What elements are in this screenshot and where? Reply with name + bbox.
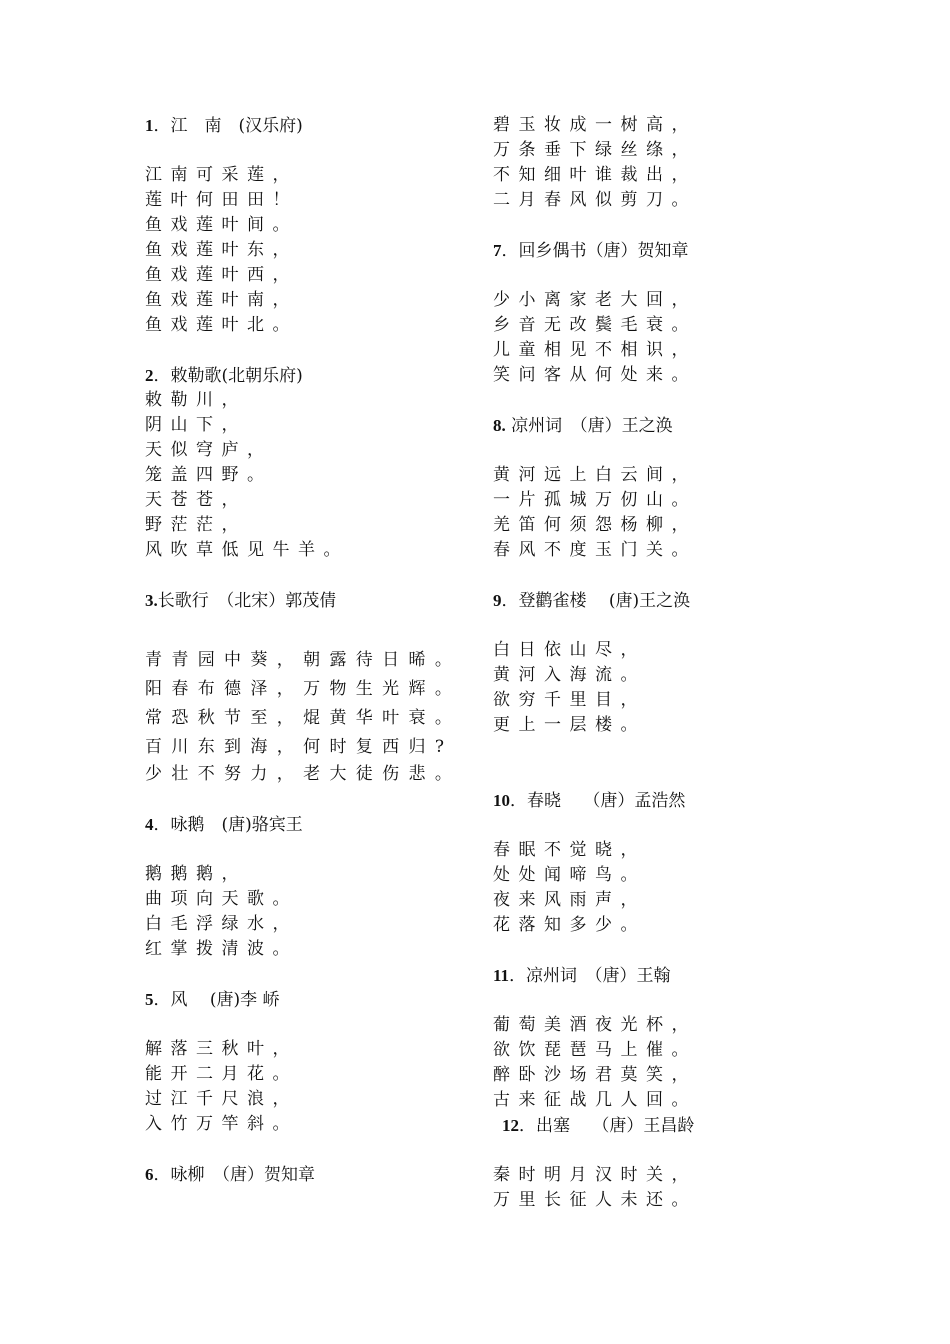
poem-title (145, 987, 475, 1012)
poem-6 (145, 1162, 475, 1187)
poem-line: 曲项向天歌。 (145, 889, 298, 909)
poem-line: 风吹草低见牛羊。 (145, 540, 349, 560)
poem-number: 1 (145, 116, 154, 135)
poem-number: 12 (502, 1116, 519, 1135)
poem-7 (493, 238, 823, 388)
poem-line: 鱼戏莲叶间。 (145, 215, 298, 235)
poem-line: 儿童相见不相识， (493, 340, 697, 360)
poem-line: 欲饮琵琶马上催。 (493, 1040, 697, 1060)
poem-11 (493, 963, 823, 1113)
poem-title-text: 凉州词 （唐）王之涣 (505, 416, 673, 436)
poem-title-text: ．咏鹅 (唐)骆宾王 (153, 815, 303, 835)
poem-line: 天苍苍， (145, 490, 247, 510)
poem-line: 鱼戏莲叶西， (145, 265, 298, 285)
poem-line: 万里长征人未还。 (493, 1190, 697, 1210)
poem-line: 更上一层楼。 (493, 715, 646, 735)
poem-line: 阴山下， (145, 415, 247, 435)
poem-line: 白毛浮绿水， (145, 914, 298, 934)
poem-line: 不知细叶谁裁出， (493, 165, 697, 185)
poem-3 (145, 588, 475, 787)
poem-line: 少壮不努力，老大徒伤悲。 (145, 764, 462, 784)
poem-line: 解落三秋叶， (145, 1039, 298, 1059)
poem-title-text: 长歌行 （北宋）郭茂倩 (157, 591, 337, 611)
poem-2 (145, 363, 475, 563)
poem-line: 碧玉妆成一树高， (493, 115, 697, 135)
poem-title-text: ．出塞 （唐）王昌龄 (519, 1116, 695, 1136)
poem-10 (493, 788, 823, 938)
poem-line: 春眠不觉晓， (493, 840, 646, 860)
poem-6-continued (493, 113, 823, 213)
poem-line: 笑问客从何处来。 (493, 365, 697, 385)
poem-line: 欲穷千里目， (493, 690, 646, 710)
poem-title-text: ．登鹳雀楼 (唐)王之涣 (501, 591, 691, 611)
poem-line: 鱼戏莲叶东， (145, 240, 298, 260)
poem-number: 9 (493, 591, 502, 610)
poem-line: 秦时明月汉时关， (493, 1165, 697, 1185)
poem-title-text: ．敕勒歌(北朝乐府) (153, 366, 303, 386)
poem-title (145, 113, 475, 138)
poem-line: 常恐秋节至，焜黄华叶衰。 (145, 708, 462, 728)
poem-line: 敕勒川， (145, 390, 247, 410)
poem-line: 笼盖四野。 (145, 465, 273, 485)
poem-number: 6 (145, 1165, 154, 1184)
poem-line: 古来征战几人回。 (493, 1090, 697, 1110)
poem-line: 二月春风似剪刀。 (493, 190, 697, 210)
poem-title (493, 963, 823, 988)
poem-line: 莲叶何田田！ (145, 190, 298, 210)
poem-number: 5 (145, 990, 154, 1009)
poem-number: 10 (493, 791, 510, 810)
poem-title (493, 238, 823, 263)
poem-line: 能开二月花。 (145, 1064, 298, 1084)
poem-line: 红掌拨清波。 (145, 939, 298, 959)
poem-12 (493, 1113, 823, 1213)
poem-line: 黄河远上白云间， (493, 465, 697, 485)
poem-line: 野茫茫， (145, 515, 247, 535)
poem-line: 少小离家老大回， (493, 290, 697, 310)
poem-title-text: ．咏柳 （唐）贺知章 (153, 1165, 315, 1185)
poem-line: 黄河入海流。 (493, 665, 646, 685)
poem-line: 鱼戏莲叶南， (145, 290, 298, 310)
right-column (493, 113, 823, 1213)
poem-title (145, 812, 475, 837)
poem-8 (493, 413, 823, 563)
poem-line: 江南可采莲， (145, 165, 298, 185)
left-column (145, 113, 475, 1187)
poem-line: 过江千尺浪， (145, 1089, 298, 1109)
poem-line: 处处闻啼鸟。 (493, 865, 646, 885)
poem-title (145, 1162, 475, 1187)
poem-number: 4 (145, 815, 154, 834)
poem-1 (145, 113, 475, 338)
poem-number: 7 (493, 241, 502, 260)
poem-line: 乡音无改鬓毛衰。 (493, 315, 697, 335)
poem-line: 羌笛何须怨杨柳， (493, 515, 697, 535)
poem-number: 8. (493, 416, 506, 435)
poem-title-text: ．春晓 （唐）孟浩然 (510, 791, 686, 811)
poem-line: 醉卧沙场君莫笑， (493, 1065, 697, 1085)
poem-line: 鹅鹅鹅， (145, 864, 247, 884)
poem-number: 2 (145, 366, 154, 385)
poem-line: 万条垂下绿丝绦， (493, 140, 697, 160)
poem-title (493, 788, 823, 813)
poem-line: 夜来风雨声， (493, 890, 646, 910)
poem-line: 入竹万竿斜。 (145, 1114, 298, 1134)
poem-line: 青青园中葵，朝露待日晞。 (145, 650, 462, 670)
poem-line: 百川东到海，何时复西归? (145, 737, 454, 757)
poem-line: 鱼戏莲叶北。 (145, 315, 298, 335)
poem-title (493, 1113, 823, 1138)
poem-line: 白日依山尽， (493, 640, 646, 660)
poem-line: 阳春布德泽，万物生光辉。 (145, 679, 462, 699)
poem-title-text: ．风 (唐)李 峤 (153, 990, 280, 1010)
poem-line: 天似穹庐， (145, 440, 273, 460)
poem-5 (145, 987, 475, 1137)
poem-title-text: ．凉州词 （唐）王翰 (509, 966, 671, 986)
poem-number: 3. (145, 591, 158, 610)
poem-title (493, 413, 823, 438)
poem-title-text: ．回乡偶书（唐）贺知章 (501, 241, 689, 261)
poem-title-text: ．江 南 (汉乐府) (153, 116, 303, 136)
poem-title (145, 363, 475, 388)
poem-4 (145, 812, 475, 962)
poem-9 (493, 588, 823, 738)
poem-line: 一片孤城万仞山。 (493, 490, 697, 510)
poem-line: 春风不度玉门关。 (493, 540, 697, 560)
poem-line: 葡萄美酒夜光杯， (493, 1015, 697, 1035)
poem-line: 花落知多少。 (493, 915, 646, 935)
poem-title (145, 588, 475, 613)
poem-number: 11 (493, 966, 510, 985)
poem-title (493, 588, 823, 613)
